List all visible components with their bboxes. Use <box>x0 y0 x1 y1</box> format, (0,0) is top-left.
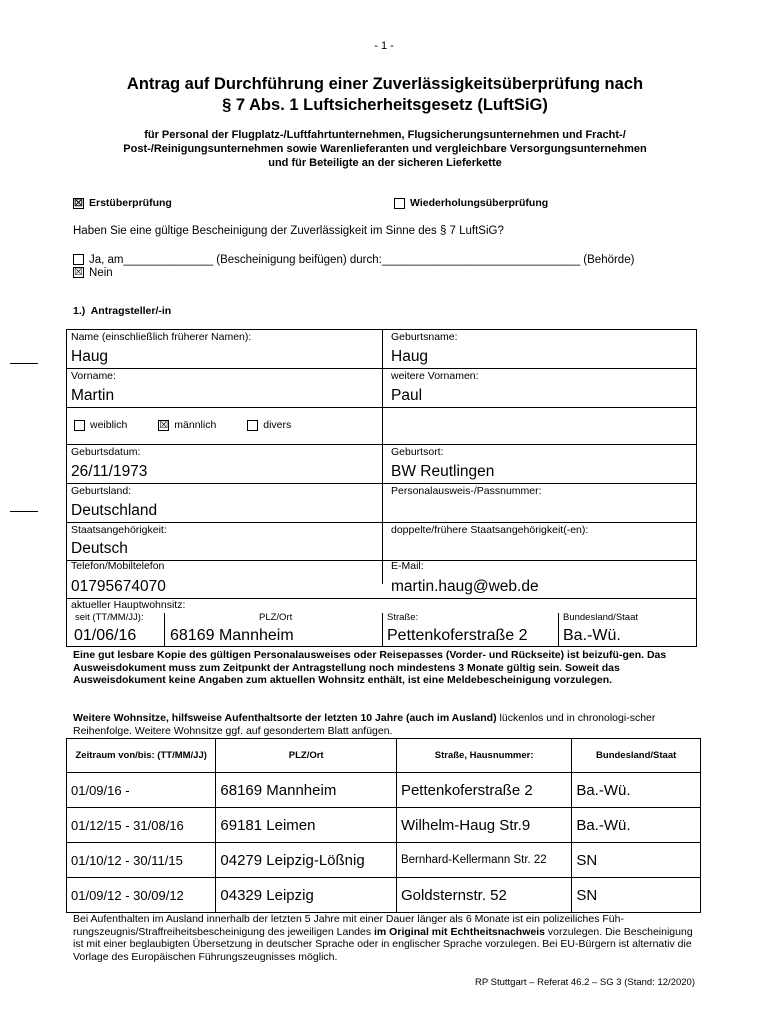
other-names-value: Paul <box>391 387 423 404</box>
firstname-label: Vorname: <box>71 370 116 382</box>
birthplace-field[interactable] <box>387 445 696 483</box>
birthname-label: Geburtsname: <box>391 331 458 343</box>
answer-no-option[interactable] <box>73 267 113 279</box>
state-cell[interactable]: Ba.-Wü. <box>572 808 701 843</box>
state-header: Bundesland/Staat <box>572 739 701 773</box>
street-header: Straße, Hausnummer: <box>396 739 571 773</box>
email-field[interactable] <box>387 561 696 598</box>
certificate-question: Haben Sie eine gültige Bescheinigung der Zuverlässigkeit im Sinne des § 7 LuftSiG? <box>73 225 504 237</box>
email-value: martin.haug@web.de <box>391 578 539 595</box>
section-title: 1.) Antragsteller/-in <box>73 305 172 317</box>
residence-plz-label: PLZ/Ort <box>259 612 293 623</box>
id-copy-notice: Eine gut lesbare Kopie des gültigen Personalausweises oder Reisepasses (Vorder- und Rückseite) ist beizufü-gen. Das Ausweisdokument muss zum Zeitpunkt der Antragstellung noch mindestens 3 Monate gültig sein. Soweit das Ausweisdokument keine Angaben zum aktuellen Wohnsitz enthält, ist eine Meldebescheinigung vorzulegen. <box>73 649 667 686</box>
birthplace-label: Geburtsort: <box>391 446 444 458</box>
gender-male-label: männlich <box>174 419 217 431</box>
birthcountry-value: Deutschland <box>71 502 158 519</box>
residence-state-field[interactable] <box>559 613 696 647</box>
phone-value: 01795674070 <box>71 578 166 595</box>
table-row <box>67 773 701 808</box>
residence-street-label: Straße: <box>387 612 419 623</box>
state-cell[interactable]: Ba.-Wü. <box>572 773 701 808</box>
gender-female-option[interactable] <box>74 419 127 431</box>
birthcountry-field[interactable] <box>67 484 382 522</box>
since-label: seit (TT/MM/JJ): <box>75 612 144 623</box>
gender-diverse-option[interactable] <box>247 419 291 431</box>
nationality-value: Deutsch <box>71 540 128 557</box>
title-line-1: Antrag auf Durchführung einer Zuverlässigkeitsüberprüfung nach <box>126 75 644 93</box>
birthcountry-label: Geburtsland: <box>71 485 132 497</box>
period-cell[interactable]: 01/10/12 - 30/11/15 <box>67 843 216 878</box>
period-cell[interactable]: 01/09/16 - <box>67 773 216 808</box>
abroad-notice <box>73 913 698 963</box>
footer: RP Stuttgart – Referat 46.2 – SG 3 (Stand: 12/2020) <box>474 977 695 988</box>
firstname-field[interactable] <box>67 369 382 407</box>
id-number-label: Personalausweis-/Passnummer: <box>391 485 542 497</box>
gender-diverse-label: divers <box>263 419 292 431</box>
table-row <box>67 843 701 878</box>
residence-street-field[interactable] <box>383 613 558 647</box>
subtitle-line-2: Post-/Reinigungsunternehmen sowie Warenlieferanten und vergleichbare Versorgungsunternehmen <box>123 143 647 155</box>
gender-female-checkbox[interactable] <box>74 420 85 431</box>
residence-label: aktueller Hauptwohnsitz: <box>71 599 186 611</box>
plz-cell[interactable]: 69181 Leimen <box>216 808 397 843</box>
gender-male-checkbox[interactable]: ☒ <box>159 419 169 431</box>
state-cell[interactable]: SN <box>572 878 701 913</box>
name-label: Name (einschließlich früherer Namen): <box>71 331 252 343</box>
street-cell[interactable]: Pettenkoferstraße 2 <box>396 773 571 808</box>
other-nationality-field[interactable] <box>387 523 696 560</box>
document-subtitle <box>60 128 710 170</box>
first-check-checkbox[interactable]: ☒ <box>74 197 83 209</box>
answer-no-checkbox[interactable]: ☒ <box>74 267 83 279</box>
other-nationality-label: doppelte/frühere Staatsangehörigkeit(-en): <box>391 524 589 536</box>
abroad-notice-pre: Bei Aufenthalten im Ausland innerhalb der letzten 5 Jahre mit einer Dauer länger als 6 Monate ist ein polizeiliches Füh-rungszeugnis/Straffreiheitsbescheinigung des jeweiligen Landes <box>73 913 624 938</box>
plz-cell[interactable]: 68169 Mannheim <box>216 773 397 808</box>
other-names-label: weitere Vornamen: <box>391 370 479 382</box>
email-label: E-Mail: <box>391 560 424 572</box>
residence-plz-field[interactable] <box>165 613 382 647</box>
title-line-2: § 7 Abs. 1 Luftsicherheitsgesetz (LuftSiG) <box>222 96 548 114</box>
table-row <box>67 878 701 913</box>
birthplace-value: BW Reutlingen <box>391 463 495 480</box>
birthdate-value: 26/11/1973 <box>71 463 148 480</box>
street-cell[interactable]: Goldsternstr. 52 <box>396 878 571 913</box>
gender-diverse-checkbox[interactable] <box>247 420 258 431</box>
street-cell[interactable]: Wilhelm-Haug Str.9 <box>396 808 571 843</box>
period-cell[interactable]: 01/09/12 - 30/09/12 <box>67 878 216 913</box>
residence-plz-value: 68169 Mannheim <box>170 627 294 644</box>
birthname-field[interactable] <box>387 330 696 368</box>
answer-no-label: Nein <box>89 267 113 279</box>
firstname-value: Martin <box>71 387 115 404</box>
plz-cell[interactable]: 04279 Leipzig-Lößnig <box>216 843 397 878</box>
residence-street-value: Pettenkoferstraße 2 <box>387 627 528 644</box>
document-title <box>60 74 710 116</box>
first-check-option[interactable] <box>73 197 172 209</box>
subtitle-line-1: für Personal der Flugplatz-/Luftfahrtunternehmen, Flugsicherungsunternehmen und Fracht-/ <box>144 129 626 141</box>
repeat-check-label: Wiederholungsüberprüfung <box>410 197 549 209</box>
repeat-check-option[interactable] <box>394 197 548 209</box>
street-cell[interactable]: Bernhard-Kellermann Str. 22 <box>396 843 571 878</box>
gender-options <box>74 419 291 431</box>
other-names-field[interactable] <box>387 369 696 407</box>
further-residences-bold: Weitere Wohnsitze, hilfsweise Aufenthaltsorte der letzten 10 Jahre (auch im Ausland) <box>73 712 497 724</box>
plz-cell[interactable]: 04329 Leipzig <box>216 878 397 913</box>
nationality-label: Staatsangehörigkeit: <box>71 524 167 536</box>
period-cell[interactable]: 01/12/15 - 31/08/16 <box>67 808 216 843</box>
gender-female-label: weiblich <box>90 419 128 431</box>
abroad-notice-post: vorzulegen. Die Bescheinigung ist mit einer beglaubigten Übersetzung in deutscher Sprache oder in englischer Sprache vorzulegen. Bei EU-Bürgern ist alternativ die Vorlage des Europäischen Führungszeugnisses möglich. <box>73 925 693 963</box>
since-field[interactable] <box>67 613 164 647</box>
answer-yes-label: Ja, am______________ (Bescheinigung beifügen) durch:_______________________________ (Behörde) <box>89 254 635 266</box>
name-value: Haug <box>71 348 109 365</box>
nationality-field[interactable] <box>67 523 382 560</box>
further-residences-rest: lückenlos und in chronologi-scher Reihenfolge. Weitere Wohnsitze ggf. auf gesondertem Blatt anfügen. <box>73 712 656 737</box>
residence-history-table <box>66 738 701 913</box>
gender-male-option[interactable] <box>158 419 216 431</box>
state-cell[interactable]: SN <box>572 843 701 878</box>
birthname-value: Haug <box>391 348 429 365</box>
answer-yes-checkbox[interactable] <box>73 254 84 265</box>
id-number-field[interactable] <box>387 484 696 522</box>
subtitle-line-3: und für Beteiligte an der sicheren Lieferkette <box>268 157 502 169</box>
phone-field[interactable] <box>67 561 382 598</box>
plz-header: PLZ/Ort <box>216 739 397 773</box>
applicant-form <box>66 329 697 647</box>
table-header-row <box>67 739 701 773</box>
birthdate-label: Geburtsdatum: <box>71 446 141 458</box>
further-residences-text <box>73 712 698 737</box>
repeat-check-checkbox[interactable] <box>394 198 405 209</box>
abroad-notice-bold: im Original mit Echtheitsnachweis <box>374 925 545 938</box>
answer-yes-option[interactable] <box>73 254 634 266</box>
since-value: 01/06/16 <box>74 627 137 644</box>
name-field[interactable] <box>67 330 382 368</box>
phone-label: Telefon/Mobiltelefon <box>71 560 165 572</box>
residence-state-label: Bundesland/Staat <box>563 612 639 623</box>
margin-mark <box>10 363 38 364</box>
birthdate-field[interactable] <box>67 445 382 483</box>
page-number: - 1 - <box>374 40 394 52</box>
margin-mark <box>10 511 38 512</box>
table-row <box>67 808 701 843</box>
residence-state-value: Ba.-Wü. <box>563 627 621 644</box>
first-check-label: Erstüberprüfung <box>89 197 172 209</box>
period-header: Zeitraum von/bis: (TT/MM/JJ) <box>67 739 216 773</box>
